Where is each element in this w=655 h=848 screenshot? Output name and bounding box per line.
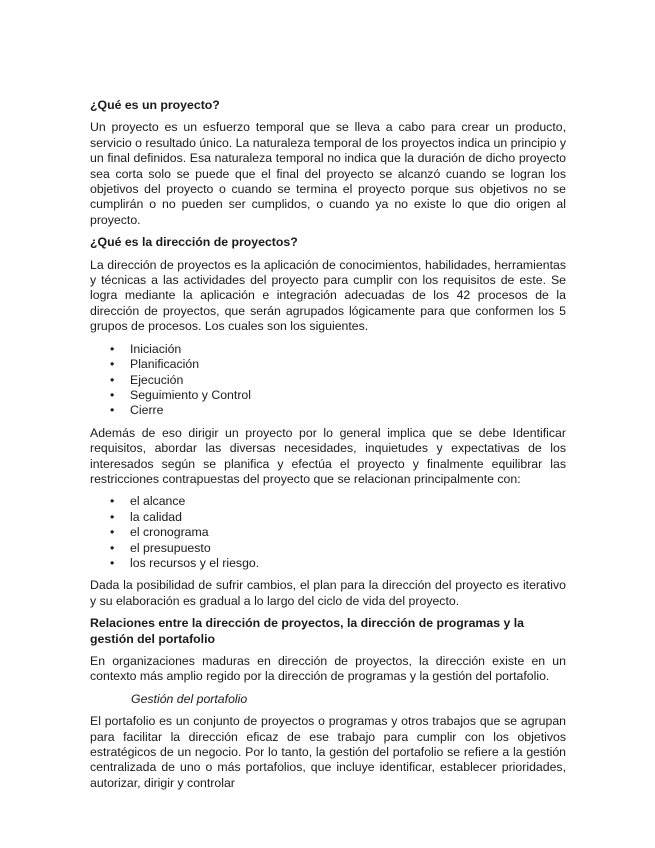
paragraph-organizaciones-maduras: En organizaciones maduras en dirección de proyectos, la dirección existe en un contexto más amplio regido por la dirección de programas y la gestión del portafolio. <box>90 654 566 684</box>
bullet-icon: • <box>110 387 115 402</box>
paragraph-definicion-proyecto: Un proyecto es un esfuerzo temporal que se lleva a cabo para crear un producto, servicio o resultado único. La naturaleza temporal de los proyectos indica un principio y un final definidos. Esa naturaleza temporal no indica que la duración de dicho proyecto sea corta solo se puede que el final del proyecto se alcanzó cuando se logran los objetivos del proyecto o cuando se termina el proyecto porque sus objetivos no se cumplirán o no pueden ser cumplidos, o cuando ya no existe lo que dio origen al proyecto. <box>90 120 566 227</box>
list-item: • el cronograma <box>110 525 209 540</box>
paragraph-definicion-direccion: La dirección de proyectos es la aplicación de conocimientos, habilidades, herramientas y técnicas a las actividades del proyecto para cumplir con los requisitos de este. Se logra mediante la aplicación e integración adecuadas de los 42 procesos de la dirección de proyectos, que serán agrupados lógicamente para que conformen los 5 grupos de procesos. Los cuales son los siguientes. <box>90 257 566 334</box>
heading-direccion-proyectos: ¿Qué es la dirección de proyectos? <box>90 235 298 250</box>
bullet-icon: • <box>110 509 115 524</box>
bullet-icon: • <box>110 540 115 555</box>
document-page <box>90 98 566 798</box>
bullet-icon: • <box>110 357 115 372</box>
heading-que-es-proyecto: ¿Qué es un proyecto? <box>90 98 220 112</box>
list-item: • el alcance <box>110 494 186 509</box>
list-item: • Planificación <box>110 357 200 372</box>
heading-relaciones: Relaciones entre la dirección de proyectos, la dirección de programas y la gestión del portafolio <box>90 616 524 646</box>
list-item: • Seguimiento y Control <box>110 387 251 402</box>
list-restricciones <box>90 494 566 571</box>
subheading-gestion-portafolio: Gestión del portafolio <box>131 691 248 706</box>
bullet-icon: • <box>110 494 115 509</box>
bullet-icon: • <box>110 341 115 356</box>
bullet-icon: • <box>110 372 115 387</box>
paragraph-plan-iterativo: Dada la posibilidad de sufrir cambios, el plan para la dirección del proyecto es iterativo y su elaboración es gradual a lo largo del ciclo de vida del proyecto. <box>90 578 566 608</box>
paragraph-portafolio: El portafolio es un conjunto de proyectos o programas y otros trabajos que se agrupan para facilitar la dirección eficaz de ese trabajo para cumplir con los objetivos estratégicos de un negocio. Por lo tanto, la gestión del portafolio se refiere a la gestión centralizada de uno o más portafolios, que incluye identificar, establecer prioridades, autorizar, dirigir y controlar <box>90 714 566 790</box>
list-item: • el presupuesto <box>110 540 211 555</box>
paragraph-dirigir-proyecto: Además de eso dirigir un proyecto por lo general implica que se debe Identificar requisitos, abordar las diversas necesidades, inquietudes y expectativas de los interesados según se planifica y efectúa el proyecto y finalmente equilibrar las restricciones contrapuestas del proyecto que se relacionan principalmente con: <box>90 425 566 486</box>
bullet-icon: • <box>110 555 115 570</box>
list-item: • los recursos y el riesgo. <box>110 555 260 570</box>
list-item: • la calidad <box>110 509 182 524</box>
list-grupos-procesos <box>90 342 566 419</box>
list-item: • Cierre <box>110 403 164 418</box>
list-item: • Iniciación <box>110 341 182 356</box>
bullet-icon: • <box>110 525 115 540</box>
bullet-icon: • <box>110 403 115 418</box>
list-item: • Ejecución <box>110 372 184 387</box>
